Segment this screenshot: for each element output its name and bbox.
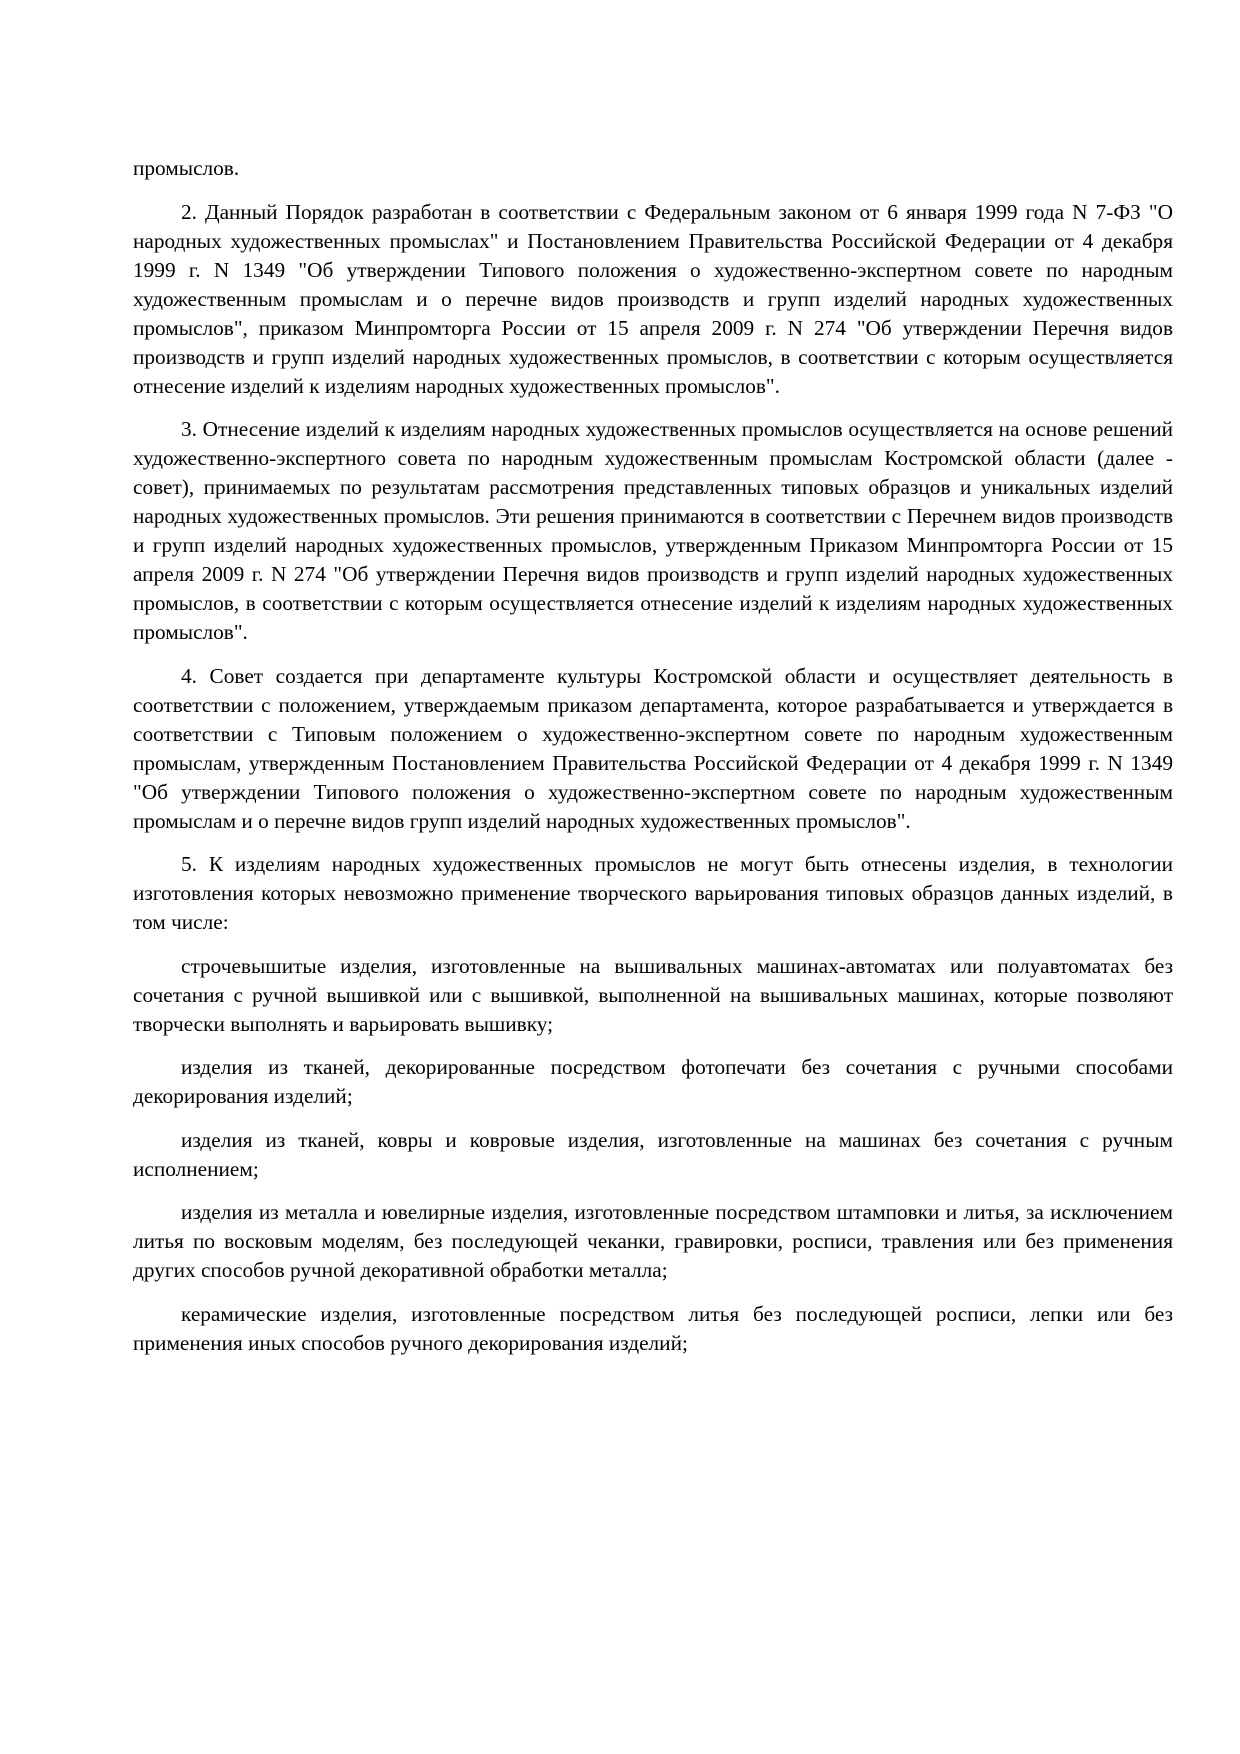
- list-item: изделия из металла и ювелирные изделия, изготовленные посредством штамповки и литья, за исключением литья по восковым моделям, без последующей чеканки, гравировки, росписи, травления или без применения других способов ручной декоративной обработки металла;: [133, 1200, 1173, 1282]
- paragraph-continuation: промыслов.: [133, 156, 240, 180]
- list-item: изделия из тканей, декорированные посредством фотопечати без сочетания с ручными способами декорирования изделий;: [133, 1055, 1173, 1108]
- paragraph-4: 4. Совет создается при департаменте культуры Костромской области и осуществляет деятельность в соответствии с положением, утверждаемым приказом департамента, которое разрабатывается и утверждается в соответствии с Типовым положением о художественно-экспертном совете по народным художественным промыслам, утвержденным Постановлением Правительства Российской Федерации от 4 декабря 1999 г. N 1349 "Об утверждении Типового положения о художественно-экспертном совете по народным художественным промыслам и о перечне видов групп изделий народных художественных промыслов".: [133, 663, 1173, 833]
- document-page: [133, 154, 1173, 1372]
- list-item: строчевышитые изделия, изготовленные на вышивальных машинах-автоматах или полуавтоматах без сочетания с ручной вышивкой или с вышивкой, выполненной на вышивальных машинах, которые позволяют творчески выполнять и варьировать вышивку;: [133, 953, 1173, 1036]
- list-item: изделия из тканей, ковры и ковровые изделия, изготовленные на машинах без сочетания с ручным исполнением;: [133, 1127, 1173, 1181]
- paragraph-2: 2. Данный Порядок разработан в соответствии с Федеральным законом от 6 января 1999 года N 7-ФЗ "О народных художественных промыслах" и Постановлением Правительства Российской Федерации от 4 декабря 1999 г. N 1349 "Об утверждении Типового положения о художественно-экспертном совете по народным художественным промыслам и о перечне видов производств и групп изделий народных художественных промыслов", приказом Минпромторга России от 15 апреля 2009 г. N 274 "Об утверждении Перечня видов производств и групп изделий народных художественных промыслов, в соответствии с которым осуществляется отнесение изделий к изделиям народных художественных промыслов".: [133, 199, 1173, 398]
- paragraph-3: 3. Отнесение изделий к изделиям народных художественных промыслов осуществляется на основе решений художественно-экспертного совета по народным художественным промыслам Костромской области (далее - совет), принимаемых по результатам рассмотрения представленных типовых образцов и уникальных изделий народных художественных промыслов. Эти решения принимаются в соответствии с Перечнем видов производств и групп изделий народных художественных промыслов, утвержденным Приказом Минпромторга России от 15 апреля 2009 г. N 274 "Об утверждении Перечня видов производств и групп изделий народных художественных промыслов, в соответствии с которым осуществляется отнесение изделий к изделиям народных художественных промыслов".: [133, 417, 1173, 644]
- list-item: керамические изделия, изготовленные посредством литья без последующей росписи, лепки или без применения иных способов ручного декорирования изделий;: [133, 1301, 1173, 1355]
- paragraph-5: 5. К изделиям народных художественных промыслов не могут быть отнесены изделия, в технологии изготовления которых невозможно применение творческого варьирования типовых образцов данных изделий, в том числе:: [133, 852, 1173, 934]
